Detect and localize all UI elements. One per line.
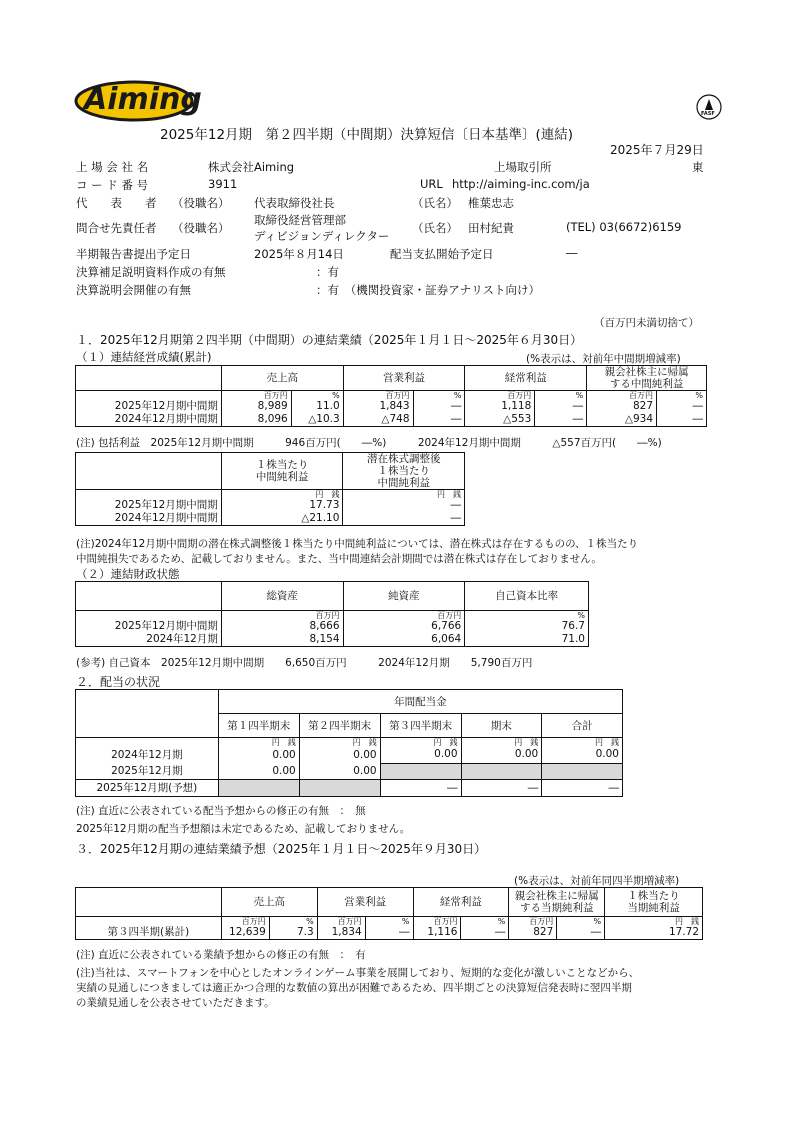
fasf-mark bbox=[696, 94, 722, 120]
header-q1: 第１四半期末 bbox=[218, 714, 299, 738]
header-diluted-eps: 潜在株式調整後 １株当たり 中間純利益 bbox=[343, 453, 465, 490]
header-q3: 第３四半期末 bbox=[380, 714, 461, 738]
header-blank bbox=[76, 366, 222, 391]
section3-title: ３．2025年12月期の連結業績予想（2025年１月１日～2025年９月30日） bbox=[76, 842, 487, 856]
value-report-date: 2025年８月14日 bbox=[254, 247, 344, 261]
fc-header-net-income: 親会社株主に帰属 する当期純利益 bbox=[509, 888, 605, 917]
value-rep-name: 椎葉忠志 bbox=[468, 196, 514, 210]
label-rep-name: （氏名） bbox=[412, 196, 458, 210]
financial-position-table: 総資産 純資産 自己資本比率 百万円 百万円 % 2025年12月期中間期 8,666 6,766 76.7 2024年12月期 8,154 6,064 71.0 bbox=[75, 581, 589, 647]
header-total: 合計 bbox=[542, 714, 623, 738]
label-contact: 問合せ先責任者 bbox=[76, 221, 157, 235]
fc-header-eps: １株当たり 当期純利益 bbox=[605, 888, 703, 917]
value-code: 3911 bbox=[208, 177, 238, 191]
label-representative: 代 表 者 bbox=[76, 196, 157, 210]
value-contact-title-1: 取締役経営管理部 bbox=[254, 213, 346, 227]
table-row: 2025年12月期 0.00 0.00 bbox=[76, 763, 623, 780]
table-row: 2024年12月期 0.00 0.00 0.00 0.00 0.00 bbox=[76, 747, 623, 763]
value-exchange: 東 bbox=[692, 160, 704, 174]
label-contact-title: （役職名） bbox=[172, 221, 230, 235]
equity-note: (参考) 自己資本 2025年12月期中間期 6,650百万円 2024年12月期 5,790百万円 bbox=[76, 657, 533, 669]
table-row: 2025年12月期中間期 8,666 6,766 76.7 bbox=[76, 620, 589, 633]
header-operating-income: 営業利益 bbox=[343, 366, 465, 391]
label-company-name: 上 場 会 社 名 bbox=[76, 160, 149, 174]
fasf-label: FASF bbox=[701, 111, 715, 117]
table-row: 2025年12月期中間期 8,989 11.0 1,843 ― 1,118 ― 827 ― bbox=[76, 400, 707, 413]
header-blank bbox=[76, 453, 222, 490]
forecast-note-4: の業績見通しを公表させていただきます。 bbox=[76, 997, 275, 1009]
section3-pct-note: (%表示は、対前年同四半期増減率) bbox=[514, 875, 680, 887]
label-rep-title: （役職名） bbox=[172, 196, 230, 210]
table-row: 2024年12月期中間期 △21.10 ― bbox=[76, 512, 465, 526]
fc-header-sales: 売上高 bbox=[221, 888, 317, 917]
document-title: 2025年12月期 第２四半期（中間期）決算短信〔日本基準〕(連結) bbox=[160, 127, 574, 143]
eps-note-line1: (注)2024年12月期中間期の潜在株式調整後１株当たり中間純利益については、潜在株式は存在するものの、１株当たり bbox=[76, 538, 639, 550]
label-supplementary: 決算補足説明資料作成の有無 bbox=[76, 265, 226, 279]
forecast-note-3: 実績の見通しにつきましては適正かつ合理的な数値の算出が困難であるため、四半期ごとの決算短信発表時に翌四半期 bbox=[76, 982, 632, 994]
header-blank bbox=[76, 888, 222, 917]
forecast-note-1: (注) 直近に公表されている業績予想からの修正の有無 ： 有 bbox=[76, 949, 366, 961]
label-dividend-date: 配当支払開始予定日 bbox=[390, 247, 494, 261]
comprehensive-income-note: (注) 包括利益 2025年12月期中間期 946百万円( ―%) 2024年12月期中間期 △557百万円( ―%) bbox=[76, 437, 662, 449]
dividend-note-1: (注) 直近に公表されている配当予想からの修正の有無 ： 無 bbox=[76, 805, 366, 817]
dividend-note-2: 2025年12月期の配当予想額は未定であるため、記載しておりません。 bbox=[76, 823, 411, 835]
company-logo bbox=[74, 80, 202, 122]
header-annual-dividends: 年間配当金 bbox=[218, 690, 622, 714]
header-eps: １株当たり 中間純利益 bbox=[221, 453, 343, 490]
dividends-table: 年間配当金 第１四半期末 第２四半期末 第３四半期末 期末 合計 円 銭 円 銭 円 銭 円 銭 円 銭 2024年12月期 0.00 0.00 0.00 0.00 0.00 2025年12月期 0.00 0.00 2025年12月期(予想) ― ― ― bbox=[75, 689, 623, 797]
value-meeting: ：有 （機関投資家・証券アナリスト向け） bbox=[316, 283, 541, 297]
value-contact-name: 田村紀貴 bbox=[468, 221, 514, 235]
header-ordinary-income: 経常利益 bbox=[465, 366, 587, 391]
forecast-table: 売上高 営業利益 経常利益 親会社株主に帰属 する当期純利益 １株当たり 当期純利益 百万円 % 百万円 % 百万円 % 百万円 % 円 銭 第３四半期(累計) 12,639 7.3 1,834 ― 1,116 ― 827 ― 17.72 bbox=[75, 887, 703, 940]
operating-results-table: 売上高 営業利益 経常利益 親会社株主に帰属 する中間純利益 百万円 % 百万円 % 百万円 % 百万円 % 2025年12月期中間期 8,989 11.0 1,843 ― 1,118 ― 827 ― 2024年12月期中間期 8,096 △10.3 △748 ― △553 ― △934 ― bbox=[75, 365, 707, 427]
label-contact-name: （氏名） bbox=[412, 221, 458, 235]
label-exchange: 上場取引所 bbox=[494, 160, 552, 174]
section1-sub1: （１）連結経営成績(累計) bbox=[76, 350, 212, 364]
section1-sub2: （２）連結財政状態 bbox=[76, 567, 180, 581]
fc-header-operating-income: 営業利益 bbox=[317, 888, 413, 917]
header-blank bbox=[76, 582, 222, 611]
label-url: URL bbox=[420, 177, 443, 191]
label-report-date: 半期報告書提出予定日 bbox=[76, 247, 191, 261]
value-dividend-date: ― bbox=[566, 246, 578, 260]
label-code: コ ー ド 番 号 bbox=[76, 178, 149, 192]
table-row: 2024年12月期 8,154 6,064 71.0 bbox=[76, 633, 589, 647]
header-sales: 売上高 bbox=[221, 366, 343, 391]
forecast-note-2: (注)当社は、スマートフォンを中心としたオンラインゲーム事業を展開しており、短期的な変化が激しいことなどから、 bbox=[76, 967, 640, 979]
header-total-assets: 総資産 bbox=[221, 582, 343, 611]
header-blank bbox=[76, 690, 219, 738]
header-net-income: 親会社株主に帰属 する中間純利益 bbox=[587, 366, 707, 391]
section1-pct-note: (%表示は、対前年中間期増減率) bbox=[526, 353, 681, 365]
table-row: 第３四半期(累計) 12,639 7.3 1,834 ― 1,116 ― 827 ― 17.72 bbox=[76, 926, 703, 940]
value-supplementary: ：有 bbox=[316, 265, 339, 279]
header-net-assets: 純資産 bbox=[343, 582, 465, 611]
table-row: 2025年12月期中間期 17.73 ― bbox=[76, 499, 465, 512]
value-tel: (TEL) 03(6672)6159 bbox=[566, 220, 682, 234]
table-row: 2024年12月期中間期 8,096 △10.3 △748 ― △553 ― △934 ― bbox=[76, 413, 707, 427]
logo-text: Aiming bbox=[84, 82, 202, 117]
unit-note: （百万円未満切捨て） bbox=[594, 317, 699, 329]
header-year-end: 期末 bbox=[461, 714, 542, 738]
value-contact-title-2: ディビジョンディレクター bbox=[254, 229, 390, 243]
fc-header-ordinary-income: 経常利益 bbox=[413, 888, 509, 917]
section2-title: ２．配当の状況 bbox=[76, 675, 161, 689]
eps-note-line2: 中間純損失であるため、記載しておりません。また、当中間連結会計期間では潜在株式は存在しておりません。 bbox=[76, 553, 602, 565]
eps-table: １株当たり 中間純利益 潜在株式調整後 １株当たり 中間純利益 円 銭 円 銭 2025年12月期中間期 17.73 ― 2024年12月期中間期 △21.10 ― bbox=[75, 452, 465, 526]
table-row: 2025年12月期(予想) ― ― ― bbox=[76, 780, 623, 797]
value-url[interactable]: http://aiming-inc.com/ja bbox=[452, 177, 590, 191]
section1-title: １．2025年12月期第２四半期（中間期）の連結業績（2025年１月１日～2025年６月30日） bbox=[76, 333, 583, 347]
header-q2: 第２四半期末 bbox=[299, 714, 380, 738]
label-meeting: 決算説明会開催の有無 bbox=[76, 283, 191, 297]
report-date: 2025年７月29日 bbox=[610, 143, 704, 157]
value-company-name: 株式会社Aiming bbox=[208, 160, 295, 174]
header-equity-ratio: 自己資本比率 bbox=[465, 582, 589, 611]
value-rep-title: 代表取締役社長 bbox=[254, 196, 335, 210]
